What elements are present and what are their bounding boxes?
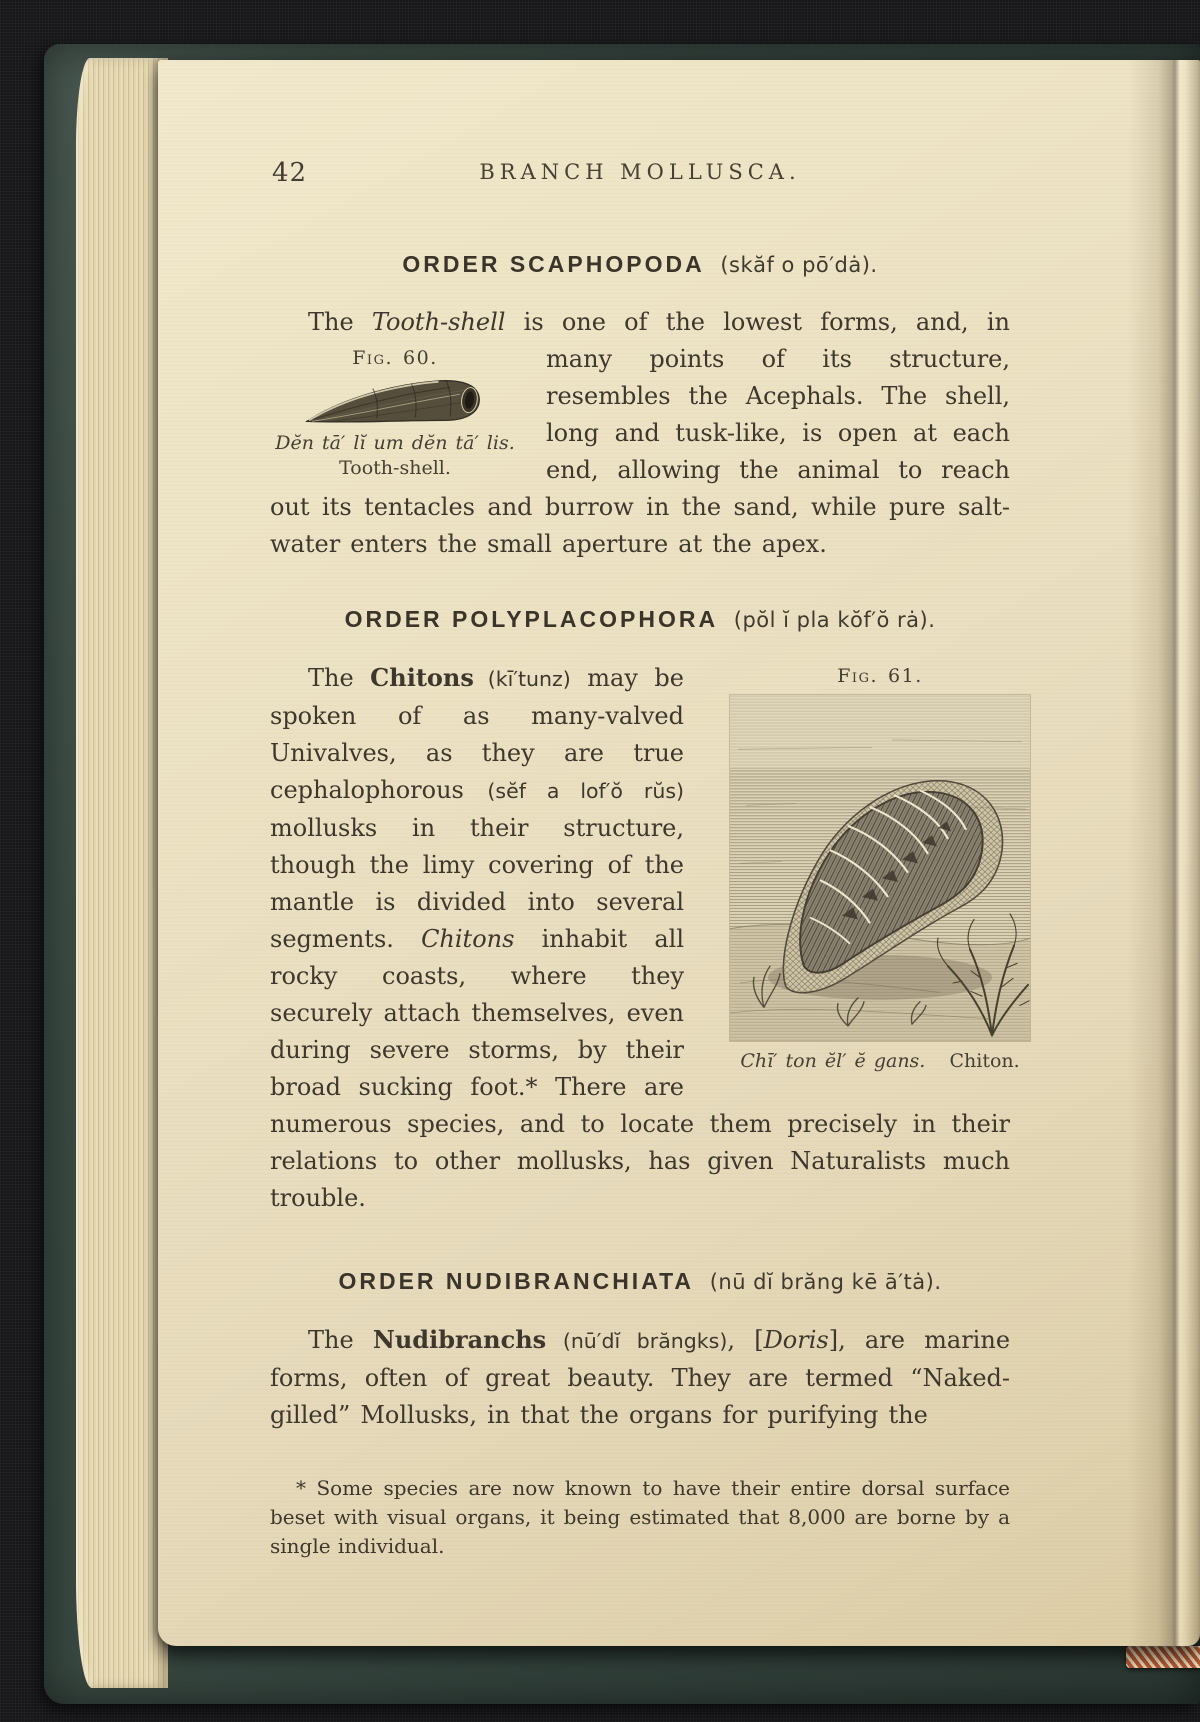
figure-60-caption-latin: Dĕn tā′ lĭ um dĕn tā′ lis. <box>275 432 515 454</box>
heading-scaphopoda <box>270 250 1010 278</box>
nudibranchiata-text-lead: The <box>308 1326 373 1354</box>
chiton-illustration <box>730 695 1030 1041</box>
page-content <box>270 156 1020 1581</box>
figure-60 <box>270 347 520 480</box>
page-gutter-shadow <box>1128 60 1200 1646</box>
book-headband <box>1126 1646 1200 1668</box>
polyplacophora-text-lead: The <box>308 664 371 692</box>
chitons-pronunciation: (kī′tunz) <box>473 667 571 691</box>
polyplacophora-paragraph <box>270 659 1020 1217</box>
footnote: * Some species are now known to have their entire dorsal surface beset with visual organs, it being estimated that 8,000 are borne by a single individual. <box>270 1476 1010 1558</box>
nudibranchs-name: Nudibranchs <box>372 1325 547 1354</box>
scaphopoda-text-lead: The <box>308 308 372 336</box>
figure-61-frame <box>730 695 1030 1041</box>
chitons-name: Chitons <box>370 663 474 692</box>
heading-scaphopoda-label: ORDER SCAPHOPODA <box>402 251 705 277</box>
figure-60-caption-common: Tooth-shell. <box>339 457 451 479</box>
page-header <box>270 156 1010 192</box>
tooth-shell-name: Tooth-shell <box>371 308 506 336</box>
heading-polyplacophora-pronunciation: (pŏl ĭ pla kŏf′ŏ rȧ). <box>733 608 936 632</box>
heading-nudibranchiata-label: ORDER NUDIBRANCHIATA <box>338 1268 695 1294</box>
figure-61-caption <box>704 1049 1056 1074</box>
book-page <box>158 60 1200 1646</box>
figure-61-caption-common: Chiton. <box>949 1050 1020 1072</box>
chitons-italic: Chitons <box>421 925 515 953</box>
nudibranchiata-text-2: ], are marine forms, often of great beauty. They are termed “Naked-gilled” Mollusks, in that the organs for purifying the <box>270 1326 1011 1429</box>
heading-nudibranchiata <box>270 1267 1010 1295</box>
figure-60-label: Fig. 60. <box>352 347 438 369</box>
figure-61-caption-latin: Chī′ ton ĕl′ ĕ gans. <box>740 1050 926 1072</box>
page-number: 42 <box>272 158 308 188</box>
heading-scaphopoda-pronunciation: (skăf o pō′dȧ). <box>720 253 878 277</box>
polyplacophora-text-3: inhabit all rocky coasts, where they securely attach themselves, even during severe storms, by their broad sucking foot.* There are numerous species, and to locate them precisely in their relations to other mollusks, has given Naturalists much trouble. <box>270 925 1010 1212</box>
figure-61-label: Fig. 61. <box>837 665 923 687</box>
running-head: BRANCH MOLLUSCA. <box>479 160 801 184</box>
scaphopoda-paragraph <box>270 304 1010 563</box>
figure-61 <box>704 665 1056 1074</box>
nudibranchiata-text-1: , [ <box>727 1326 764 1354</box>
nudibranchiata-paragraph <box>270 1321 1010 1434</box>
figure-60-caption <box>270 431 520 456</box>
tooth-shell-illustration <box>297 373 493 431</box>
heading-polyplacophora <box>270 605 1010 633</box>
scaphopoda-text-before-figure: is one of the lowest forms, and, in <box>505 308 1011 336</box>
cephalophorous-pronunciation: (sĕf a lof′ŏ rŭs) <box>487 779 684 803</box>
polyplacophora-text-1: may be spoken of as many-valved Univalves, as they are true cephalophorous <box>270 664 684 804</box>
heading-nudibranchiata-pronunciation: (nū dĭ brăng kē ā′tȧ). <box>709 1270 942 1294</box>
polyplacophora-text-2: mollusks in their structure, though the limy covering of the mantle is divided into several segments. <box>270 814 684 953</box>
nudibranchs-pronunciation: (nū′dĭ brăngks) <box>546 1329 728 1353</box>
heading-polyplacophora-label: ORDER POLYPLACOPHORA <box>344 606 719 632</box>
page-stack-edges <box>76 58 168 1688</box>
doris-name: Doris <box>763 1326 829 1354</box>
scaphopoda-text-after-figure: many points of its structure, resembles the Acephals. The shell, long and tusk-like, is open at each end, allowing the animal to reach out its tentacles and burrow in the sand, while pure salt-water enters the small aperture at the apex. <box>270 345 1010 558</box>
